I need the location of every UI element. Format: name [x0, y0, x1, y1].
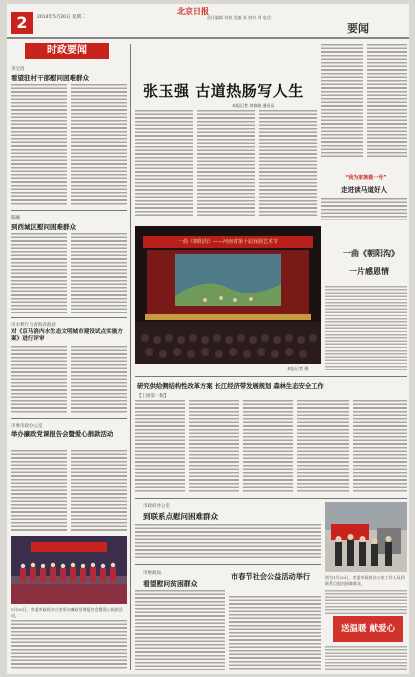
story1-text [11, 84, 67, 206]
mid-text-4 [297, 400, 349, 492]
echo-text [325, 286, 407, 370]
mid-text-2 [189, 400, 239, 492]
story-b-text [135, 590, 225, 670]
mid-kicker: 【上接第一版】 [137, 394, 169, 399]
story3-headline: 对《京马洛内水生态文明城市建设试点实施方案》进行评审 [11, 329, 123, 342]
donation-photo-illustration [325, 502, 407, 572]
story-b-kicker: 市财政局 [143, 571, 161, 576]
ad-box: 送温暖 献爱心 [333, 616, 403, 642]
story-a-kicker: 市政府办公室 [143, 504, 170, 509]
ad-text [325, 646, 407, 670]
lead-text-2 [197, 110, 255, 218]
mid-text-5 [353, 400, 407, 492]
story2-text-b [71, 233, 127, 313]
column-rule [130, 44, 131, 670]
mid-text-1 [135, 400, 185, 492]
choir-photo-illustration [11, 536, 127, 604]
story-a-text [135, 524, 321, 560]
story1-headline: 看望驻村干部慰问困难群众 [11, 74, 89, 82]
lead-byline: 本报记者 刘春晓 通讯员 [232, 103, 275, 108]
choir-photo [11, 536, 127, 604]
sidebar-quote-text [321, 198, 407, 220]
echo-headline-2: 一片感恩情 [349, 267, 389, 276]
donation-photo [325, 502, 407, 572]
divider [11, 418, 127, 419]
newspaper-page [7, 4, 409, 674]
story4-text-b [71, 450, 127, 532]
divider [135, 498, 407, 499]
story3-kicker: 市水利厅与青海省政府 [11, 323, 56, 328]
sidebar-quote-headline: 走进读马道好人 [341, 186, 388, 194]
story1-text-b [71, 84, 127, 206]
story-a-headline: 到联系点慰问困难群众 [143, 512, 218, 521]
divider [135, 564, 321, 565]
mid-headline: 研究供给侧结构性改革方案 长江经济带发展规划 森林生态安全工作 [137, 382, 324, 390]
sidebar-quote-label: “我为家族做一号” [345, 175, 387, 181]
story3-text-b [71, 346, 127, 414]
mid-text-3 [243, 400, 293, 492]
lead-text-5 [367, 44, 407, 158]
story4-text [11, 450, 67, 532]
page-number: 2 [11, 12, 33, 34]
story4-kicker: 市委市政办公室 [11, 424, 43, 429]
masthead-rule [7, 37, 409, 39]
theater-banner-text: 一曲《朝阳沟》——河南省第十届戏剧艺术节 [177, 239, 278, 245]
paper-name: 北京日报 [177, 6, 209, 16]
date-line: 2014年5月20日 星期二 [37, 15, 86, 20]
lead-headline: 张玉强 古道热肠写人生 [143, 82, 304, 100]
story2-headline: 到西城区慰问困难群众 [11, 223, 76, 231]
divider [11, 210, 127, 211]
story5-text [11, 620, 127, 670]
donation-photo-caption: 图为1月20日，市委市政府办公室工作人员到联系点慰问困难群众。 [325, 575, 405, 586]
divider [11, 317, 127, 318]
lead-text-4 [321, 44, 363, 158]
divider [135, 376, 407, 377]
story2-text [11, 233, 67, 313]
theater-photo-caption: 本报记者 摄 [287, 366, 309, 371]
story-b-headline: 看望慰问贫困群众 [143, 580, 198, 588]
story4-headline: 举办廉政党课报告会暨爱心捐款活动 [11, 430, 114, 438]
meta-line: 责任编辑 刘春 美编 张 校对 刘 电话： [207, 15, 275, 20]
echo-headline-1: 一曲《朝阳沟》 [343, 249, 399, 258]
section-name: 要闻 [347, 22, 369, 35]
masthead [7, 4, 409, 40]
story-c-text [229, 596, 321, 670]
lead-text-1 [135, 110, 193, 218]
story3-text [11, 346, 67, 414]
choir-photo-caption: 5月20日，市委市政府办公室举办廉政党课报告会暨爱心捐款活动。 [11, 607, 123, 618]
story2-kicker: 陈曦 [11, 216, 20, 221]
donation-text [325, 590, 407, 614]
lead-text-3 [259, 110, 317, 218]
theater-photo [135, 226, 321, 364]
story1-kicker: 李宝清 [11, 67, 25, 72]
section-banner: 时政要闻 [25, 43, 109, 59]
story-c-headline: 市春节社会公益活动举行 [231, 572, 311, 581]
